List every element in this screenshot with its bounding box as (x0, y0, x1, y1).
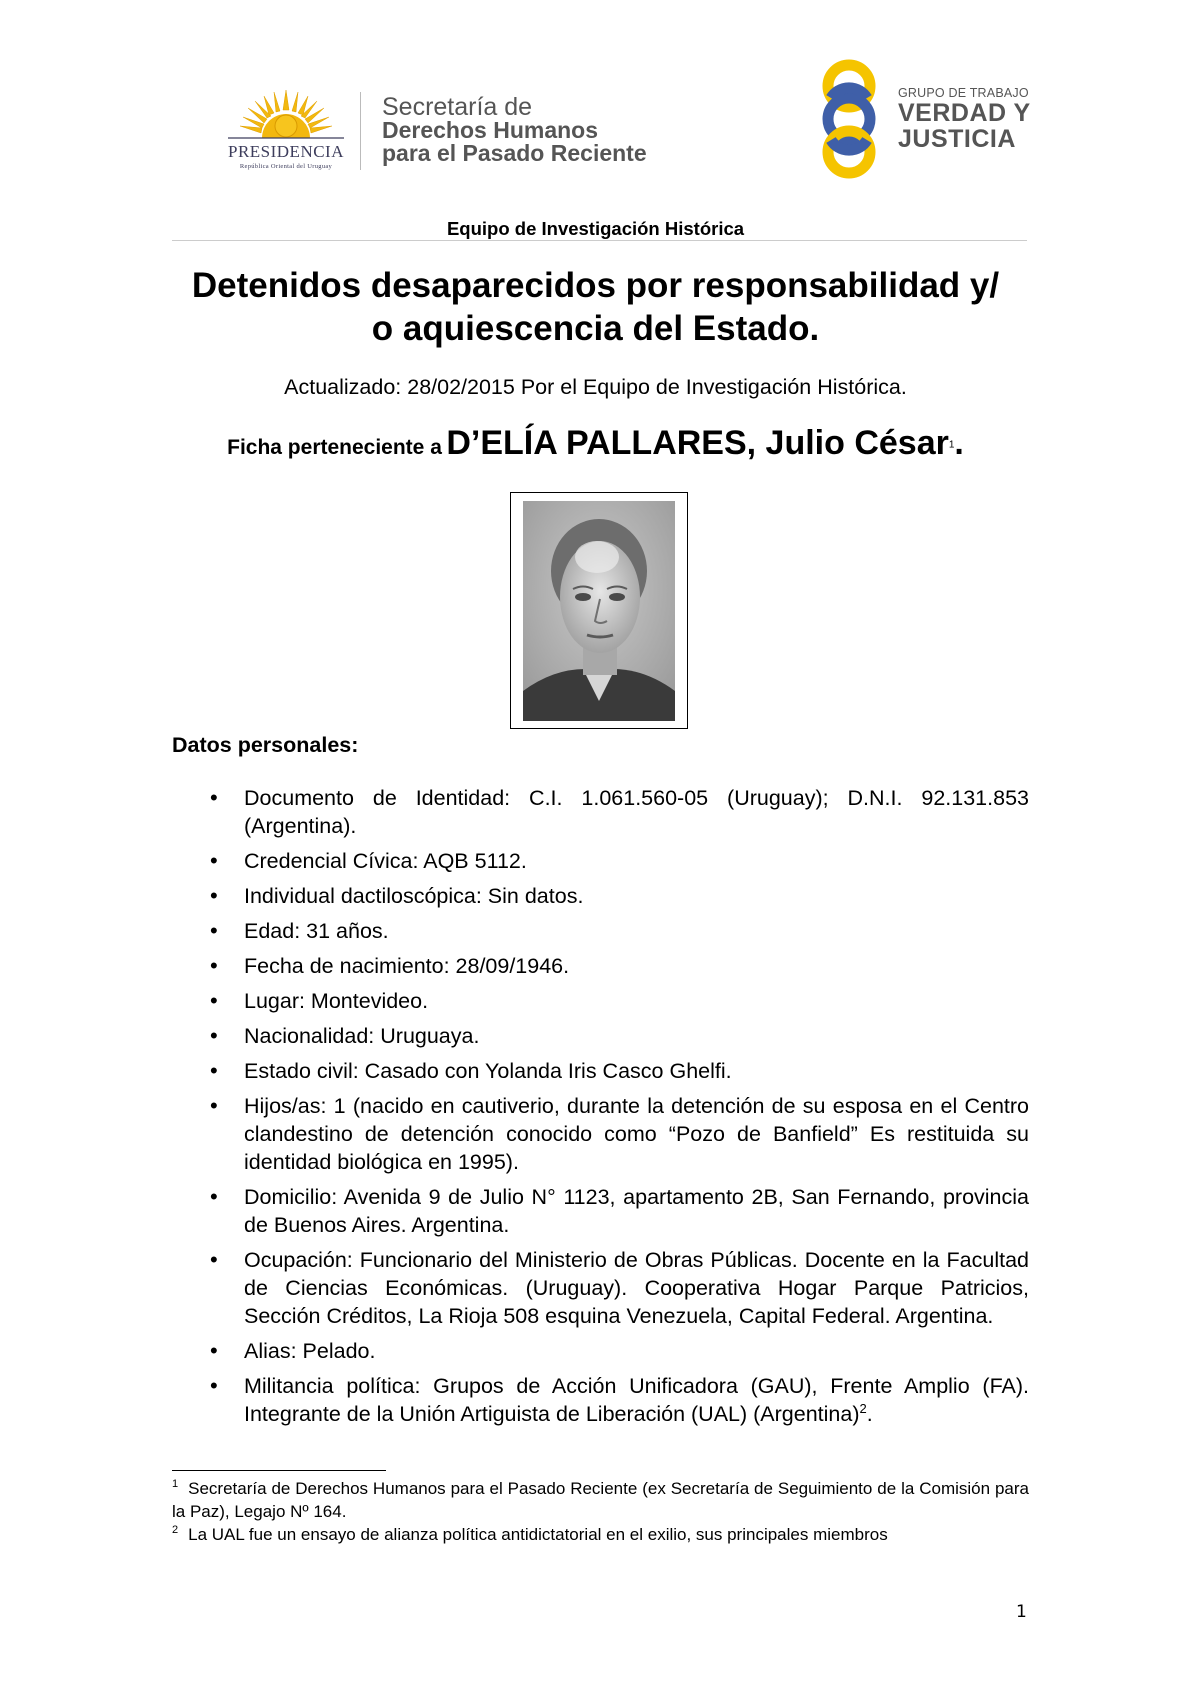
footnote-number: 2 (172, 1524, 179, 1537)
list-item-text: Credencial Cívica: AQB 5112. (244, 849, 527, 873)
footnote-number: 1 (172, 1478, 179, 1491)
gtvj-line3: JUSTICIA (898, 125, 1016, 153)
datos-heading: Datos personales: (172, 733, 359, 757)
page-title (160, 264, 1031, 350)
list-item (172, 1092, 1029, 1176)
list-item-text: Nacionalidad: Uruguaya. (244, 1024, 480, 1048)
secretaria-line3: para el Pasado Reciente (382, 140, 647, 166)
bullet-icon: • (210, 1058, 218, 1083)
list-item (172, 882, 1029, 910)
list-item-suffix: . (866, 1402, 873, 1426)
list-item (172, 952, 1029, 980)
person-name: D’ELÍA PALLARES, Julio César (446, 424, 949, 462)
secretaria-line2: Derechos Humanos (382, 117, 599, 143)
list-item-text: Fecha de nacimiento: 28/09/1946. (244, 954, 570, 978)
header-divider (360, 92, 361, 170)
list-item (172, 784, 1029, 840)
presidencia-subtitle: República Oriental del Uruguay (239, 163, 333, 170)
bullet-icon: • (210, 1184, 218, 1209)
list-item-text: Individual dactiloscópica: Sin datos. (244, 884, 584, 908)
section-rule (172, 240, 1027, 241)
section-header: Equipo de Investigación Histórica (446, 218, 745, 239)
bullet-icon: • (210, 1338, 218, 1363)
list-item (172, 1022, 1029, 1050)
bullet-icon: • (210, 1373, 218, 1398)
list-item-text: Edad: 31 años. (244, 919, 389, 943)
page-title-line2: o aquiescencia del Estado. (371, 309, 820, 348)
footnote-ref-1[interactable]: 1 (948, 439, 955, 451)
list-item-text: Domicilio: Avenida 9 de Julio N° 1123, apartamento 2B, San Fernando, provincia de Buenos Aires. Argentina. (244, 1185, 1029, 1237)
bullet-icon: • (210, 1247, 218, 1272)
list-item-text: Lugar: Montevideo. (244, 989, 429, 1013)
list-item (172, 917, 1029, 945)
bullet-icon: • (210, 953, 218, 978)
page-title-line1: Detenidos desaparecidos por responsabilidad y/ (191, 266, 1000, 305)
list-item (172, 1372, 1029, 1428)
bullet-icon: • (210, 1093, 218, 1118)
bullet-icon: • (210, 848, 218, 873)
list-item (172, 1337, 1029, 1365)
portrait-photo-icon (523, 501, 675, 721)
secretaria-logo-text (382, 93, 647, 166)
page-number: 1 (1016, 1602, 1027, 1622)
footnote-2 (172, 1523, 1029, 1546)
list-item (172, 847, 1029, 875)
footnote-text: La UAL fue un ensayo de alianza política antidictatorial en el exilio, sus principales miembros (188, 1525, 888, 1544)
bullet-icon: • (210, 988, 218, 1013)
datos-list (172, 784, 1029, 1435)
footnotes (172, 1477, 1029, 1546)
gtvj-line2: VERDAD Y (898, 99, 1031, 127)
gtvj-logo-text (898, 86, 1031, 152)
list-item-text: Alias: Pelado. (244, 1339, 376, 1363)
footnote-ref-2[interactable]: 2 (859, 1400, 867, 1416)
sun-icon (212, 88, 360, 144)
list-item-text: Ocupación: Funcionario del Ministerio de Obras Públicas. Docente en la Facultad de Ciencias Económicas. (Uruguay). Cooperativa Hogar Parque Patricios, Sección Créditos, La Rioja 508 esquina Venezuela, Capital Federal. Argentina. (244, 1248, 1029, 1328)
list-item (172, 987, 1029, 1015)
bullet-icon: • (210, 1023, 218, 1048)
list-item (172, 1057, 1029, 1085)
footnote-1 (172, 1477, 1029, 1523)
footnote-text: Secretaría de Derechos Humanos para el Pasado Reciente (ex Secretaría de Seguimiento de la Comisión para la Paz), Legajo Nº 164. (172, 1479, 1029, 1521)
ficha-prefix: Ficha perteneciente a (227, 436, 442, 459)
presidencia-name: PRESIDENCIA (227, 142, 344, 161)
list-item-text: Militancia política: Grupos de Acción Unificadora (GAU), Frente Amplio (FA). Integrante de la Unión Artiguista de Liberación (UAL) (Argentina) (244, 1374, 1029, 1426)
presidencia-logo (212, 88, 360, 174)
updated-line: Actualizado: 28/02/2015 Por el Equipo de Investigación Histórica. (284, 375, 907, 399)
bullet-icon: • (210, 785, 218, 810)
ficha-suffix: . (954, 424, 964, 462)
portrait-photo (510, 492, 688, 729)
list-item (172, 1183, 1029, 1239)
footnote-rule (172, 1470, 386, 1471)
list-item-text: Documento de Identidad: C.I. 1.061.560-05 (Uruguay); D.N.I. 92.131.853 (Argentina). (244, 786, 1029, 838)
list-item (172, 1246, 1029, 1330)
ficha-line (0, 424, 1191, 463)
bullet-icon: • (210, 883, 218, 908)
list-item-text: Hijos/as: 1 (nacido en cautiverio, durante la detención de su esposa en el Centro clandestino de detención conocido como “Pozo de Banfield” Es restituida su identidad biológica en 1995). (244, 1094, 1029, 1174)
secretaria-line1: Secretaría de (382, 93, 533, 121)
bullet-icon: • (210, 918, 218, 943)
list-item-text: Estado civil: Casado con Yolanda Iris Casco Ghelfi. (244, 1059, 732, 1083)
gtvj-line1: GRUPO DE TRABAJO (898, 86, 1029, 100)
